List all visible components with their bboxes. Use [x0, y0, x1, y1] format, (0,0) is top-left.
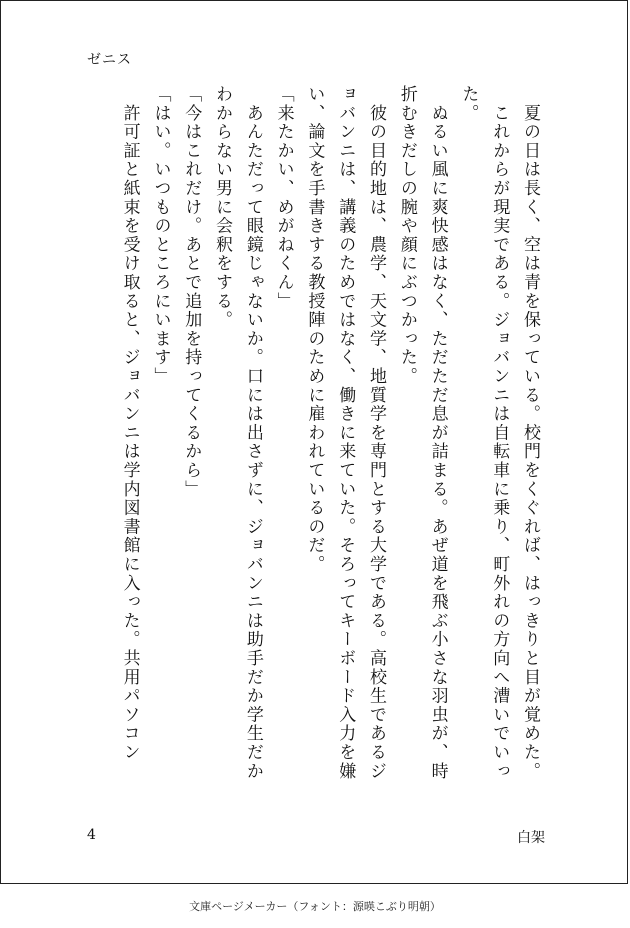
- book-title: 白架: [517, 830, 545, 846]
- page-number: 4: [87, 827, 96, 843]
- generator-credit: 文庫ページメーカー（フォント：源暎こぶり明朝）: [189, 900, 441, 913]
- dialogue-line: 「はい。いつものところにいます」: [150, 85, 171, 386]
- running-header-title: ゼニス: [87, 52, 132, 68]
- paragraph: 彼の目的地は、農学、天文学、地質学を専門とする大学である。高校生であるジョバンニは、講義のためではなく、働きに来ていた。そろってキーボード入力を嫌い、論文を手書きする教授陣のために雇われているのだ。: [304, 85, 387, 781]
- dialogue-line: 「今はこれだけ。あとで追加を持ってくるから」: [181, 85, 202, 499]
- paragraph: あんただって眼鏡じゃないか。口には出さずに、ジョバンニは助手だか学生だかわからない男に会釈をする。: [212, 85, 263, 781]
- paragraph: ぬるい風に爽快感はなく、ただただ息が詰まる。あぜ道を飛ぶ小さな羽虫が、時折むきだしの腕や顔にぶつかった。: [396, 85, 448, 781]
- paragraph: 許可証と紙束を受け取ると、ジョバンニは学内図書館に入った。共用パソコン: [119, 85, 140, 762]
- vertical-body-text: [75, 85, 545, 793]
- paragraph: 夏の日は長く、空は青を保っている。校門をくぐれば、はっきりと目が覚めた。: [520, 85, 540, 781]
- paragraph: これからが現実である。ジョバンニは自転車に乗り、町外れの方向へ漕いでいった。: [458, 85, 510, 781]
- dialogue-line: 「来たかい、めがねくん」: [273, 85, 294, 311]
